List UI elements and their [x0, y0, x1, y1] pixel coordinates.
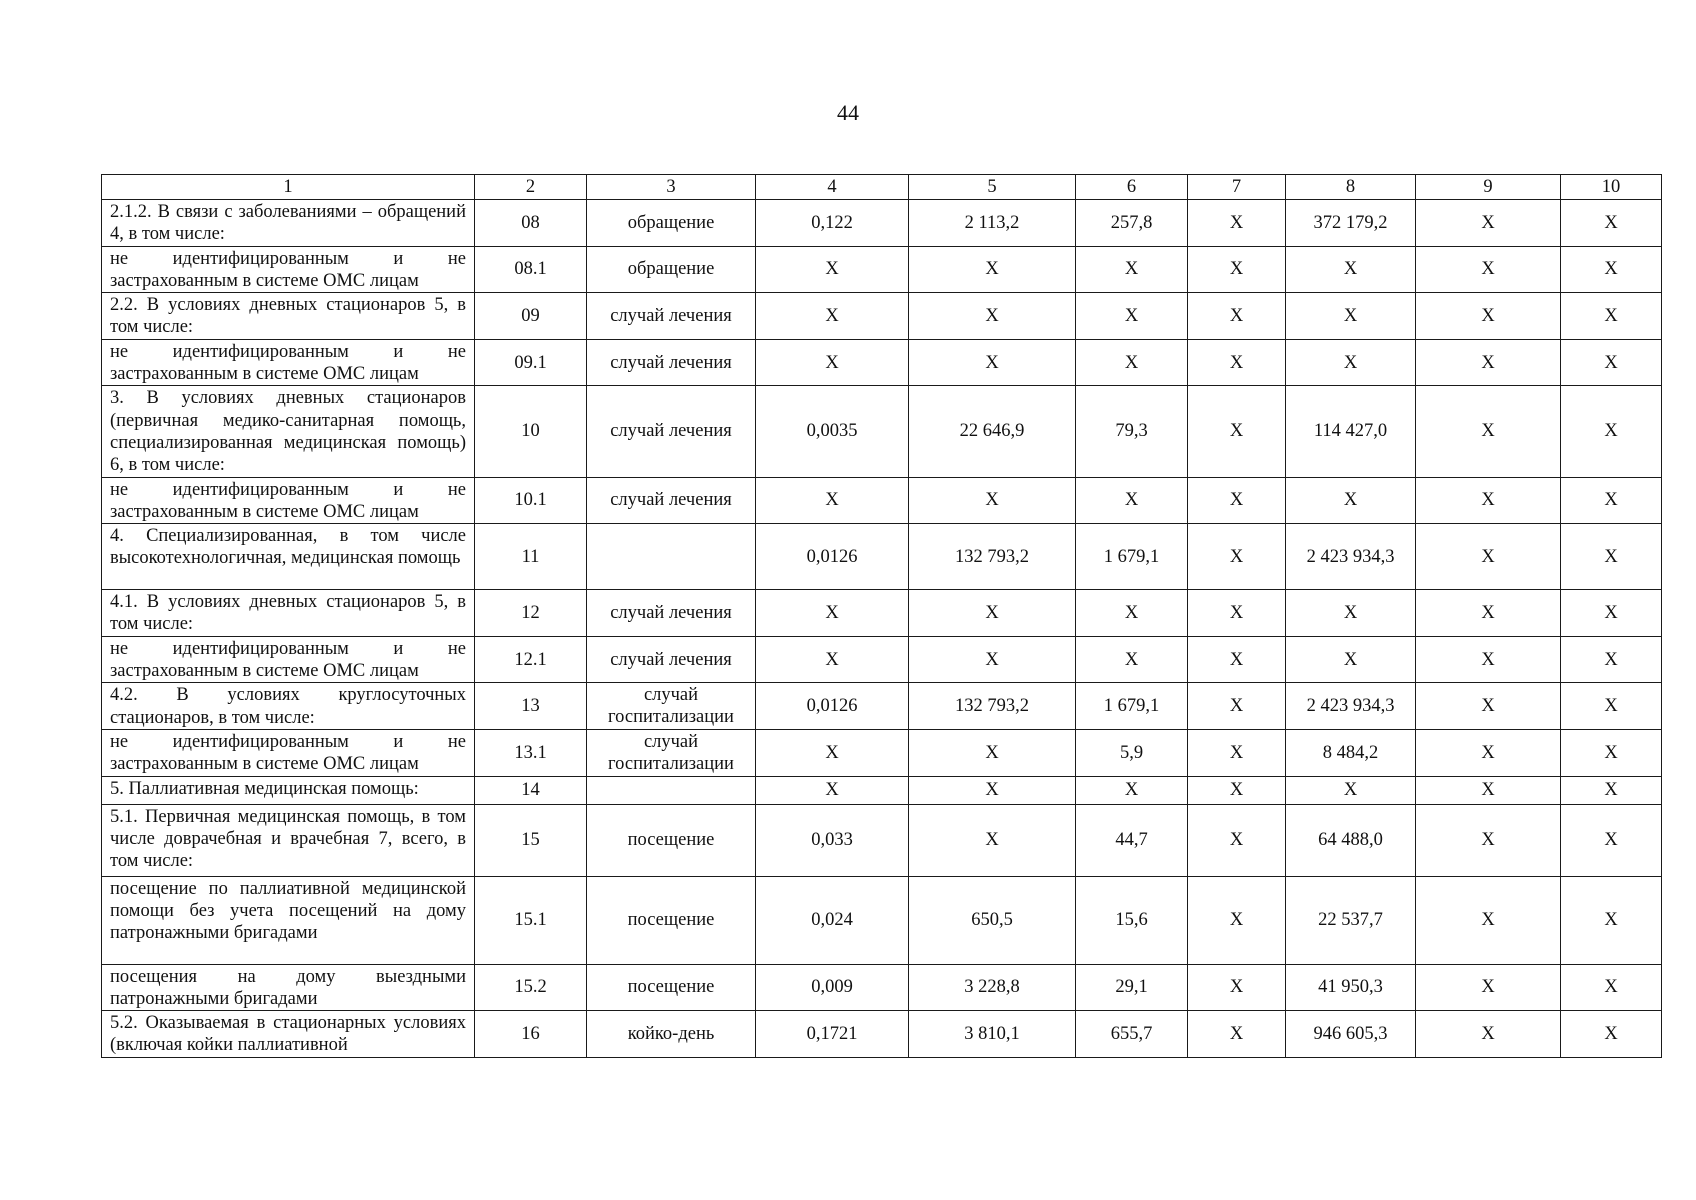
row-description: посещение по паллиативной медицинской помощи без учета посещений на дому патронажными бригадами [102, 876, 475, 964]
row-code: 15.2 [475, 964, 587, 1011]
row-description: посещения на дому выездными патронажными бригадами [102, 964, 475, 1011]
row-code: 08.1 [475, 246, 587, 293]
header-cell: 1 [102, 175, 475, 200]
cell-col10: X [1561, 246, 1662, 293]
cell-col5: X [909, 246, 1076, 293]
cell-col5: X [909, 339, 1076, 386]
row-code: 11 [475, 524, 587, 590]
cell-col10: X [1561, 590, 1662, 637]
cell-col9: X [1416, 590, 1561, 637]
table-body [102, 175, 1662, 1058]
cell-col5: X [909, 729, 1076, 776]
cell-col6: 29,1 [1076, 964, 1188, 1011]
cell-col7: X [1188, 477, 1286, 524]
cell-col9: X [1416, 339, 1561, 386]
cell-col7: X [1188, 776, 1286, 804]
row-code: 16 [475, 1011, 587, 1058]
header-cell: 4 [756, 175, 909, 200]
row-description: не идентифицированным и не застрахованным в системе ОМС лицам [102, 477, 475, 524]
row-code: 12.1 [475, 636, 587, 683]
cell-col8: 8 484,2 [1286, 729, 1416, 776]
cell-col6: X [1076, 246, 1188, 293]
cell-col10: X [1561, 804, 1662, 876]
cell-col9: X [1416, 386, 1561, 477]
cell-col6: 79,3 [1076, 386, 1188, 477]
row-unit: случай лечения [587, 293, 756, 340]
row-unit: посещение [587, 804, 756, 876]
row-description: 2.2. В условиях дневных стационаров 5, в том числе: [102, 293, 475, 340]
cell-col4: 0,024 [756, 876, 909, 964]
table-row [102, 246, 1662, 293]
cell-col8: X [1286, 246, 1416, 293]
cell-col6: 655,7 [1076, 1011, 1188, 1058]
row-description: не идентифицированным и не застрахованным в системе ОМС лицам [102, 246, 475, 293]
page-number: 44 [837, 100, 859, 125]
cell-col4: 0,0126 [756, 524, 909, 590]
cell-col10: X [1561, 636, 1662, 683]
header-cell: 9 [1416, 175, 1561, 200]
cell-col4: 0,009 [756, 964, 909, 1011]
row-code: 09 [475, 293, 587, 340]
cell-col6: 5,9 [1076, 729, 1188, 776]
cell-col8: 946 605,3 [1286, 1011, 1416, 1058]
cell-col8: X [1286, 590, 1416, 637]
row-code: 08 [475, 200, 587, 247]
cell-col4: 0,0035 [756, 386, 909, 477]
row-unit: случай лечения [587, 386, 756, 477]
cell-col4: X [756, 339, 909, 386]
cell-col9: X [1416, 683, 1561, 730]
cell-col10: X [1561, 200, 1662, 247]
cell-col10: X [1561, 776, 1662, 804]
cell-col8: 22 537,7 [1286, 876, 1416, 964]
cell-col5: X [909, 776, 1076, 804]
cell-col10: X [1561, 683, 1662, 730]
cell-col4: X [756, 590, 909, 637]
header-cell: 6 [1076, 175, 1188, 200]
cell-col6: X [1076, 636, 1188, 683]
cell-col5: 22 646,9 [909, 386, 1076, 477]
cell-col7: X [1188, 524, 1286, 590]
cell-col5: 132 793,2 [909, 524, 1076, 590]
row-code: 14 [475, 776, 587, 804]
cell-col10: X [1561, 293, 1662, 340]
cell-col7: X [1188, 339, 1286, 386]
cell-col5: 650,5 [909, 876, 1076, 964]
table-row [102, 964, 1662, 1011]
cell-col6: 257,8 [1076, 200, 1188, 247]
row-description: 5.1. Первичная медицинская помощь, в том числе доврачебная и врачебная 7, всего, в том числе: [102, 804, 475, 876]
header-cell: 7 [1188, 175, 1286, 200]
cell-col10: X [1561, 477, 1662, 524]
cell-col8: X [1286, 477, 1416, 524]
cell-col7: X [1188, 590, 1286, 637]
row-description: 3. В условиях дневных стационаров (первичная медико-санитарная помощь, специализированная медицинская помощь) 6, в том числе: [102, 386, 475, 477]
cell-col8: X [1286, 776, 1416, 804]
cell-col10: X [1561, 876, 1662, 964]
cell-col5: X [909, 804, 1076, 876]
table-row [102, 776, 1662, 804]
cell-col7: X [1188, 729, 1286, 776]
cell-col6: X [1076, 477, 1188, 524]
cell-col4: 0,122 [756, 200, 909, 247]
cell-col5: X [909, 293, 1076, 340]
cell-col6: 15,6 [1076, 876, 1188, 964]
cell-col6: X [1076, 776, 1188, 804]
cell-col9: X [1416, 293, 1561, 340]
cell-col4: 0,1721 [756, 1011, 909, 1058]
cell-col10: X [1561, 964, 1662, 1011]
header-cell: 5 [909, 175, 1076, 200]
cell-col9: X [1416, 636, 1561, 683]
row-description: 4.2. В условиях круглосуточных стационаров, в том числе: [102, 683, 475, 730]
row-code: 13.1 [475, 729, 587, 776]
row-code: 15 [475, 804, 587, 876]
cell-col10: X [1561, 339, 1662, 386]
row-code: 10 [475, 386, 587, 477]
row-unit: посещение [587, 876, 756, 964]
row-description: не идентифицированным и не застрахованным в системе ОМС лицам [102, 339, 475, 386]
header-cell: 3 [587, 175, 756, 200]
cell-col4: X [756, 477, 909, 524]
cell-col8: 372 179,2 [1286, 200, 1416, 247]
table-row [102, 804, 1662, 876]
row-unit: случай лечения [587, 636, 756, 683]
table-row [102, 636, 1662, 683]
cell-col6: X [1076, 339, 1188, 386]
row-unit: случай госпитализации [587, 683, 756, 730]
cell-col8: 2 423 934,3 [1286, 683, 1416, 730]
cell-col9: X [1416, 1011, 1561, 1058]
cell-col5: 2 113,2 [909, 200, 1076, 247]
table-header-row [102, 175, 1662, 200]
row-unit: случай лечения [587, 590, 756, 637]
cell-col8: 2 423 934,3 [1286, 524, 1416, 590]
table-row [102, 729, 1662, 776]
cell-col7: X [1188, 1011, 1286, 1058]
cell-col5: 3 810,1 [909, 1011, 1076, 1058]
cell-col7: X [1188, 200, 1286, 247]
table-row [102, 200, 1662, 247]
cell-col4: X [756, 293, 909, 340]
cell-col4: X [756, 729, 909, 776]
cell-col9: X [1416, 246, 1561, 293]
row-description: 4. Специализированная, в том числе высокотехнологичная, медицинская помощь [102, 524, 475, 590]
cell-col9: X [1416, 729, 1561, 776]
table-row [102, 683, 1662, 730]
row-description: 4.1. В условиях дневных стационаров 5, в том числе: [102, 590, 475, 637]
cell-col7: X [1188, 876, 1286, 964]
cell-col8: X [1286, 339, 1416, 386]
row-code: 12 [475, 590, 587, 637]
table-row [102, 876, 1662, 964]
row-description: не идентифицированным и не застрахованным в системе ОМС лицам [102, 729, 475, 776]
cell-col7: X [1188, 964, 1286, 1011]
cell-col10: X [1561, 729, 1662, 776]
row-unit [587, 776, 756, 804]
table-row [102, 293, 1662, 340]
cell-col4: X [756, 246, 909, 293]
row-code: 13 [475, 683, 587, 730]
cell-col4: X [756, 776, 909, 804]
cell-col7: X [1188, 683, 1286, 730]
header-cell: 2 [475, 175, 587, 200]
cell-col8: 41 950,3 [1286, 964, 1416, 1011]
table-row [102, 590, 1662, 637]
cell-col5: 132 793,2 [909, 683, 1076, 730]
cell-col8: 64 488,0 [1286, 804, 1416, 876]
cell-col9: X [1416, 964, 1561, 1011]
row-unit: обращение [587, 200, 756, 247]
cell-col7: X [1188, 636, 1286, 683]
cell-col9: X [1416, 524, 1561, 590]
row-code: 15.1 [475, 876, 587, 964]
cell-col9: X [1416, 776, 1561, 804]
row-code: 10.1 [475, 477, 587, 524]
cell-col4: 0,0126 [756, 683, 909, 730]
row-unit: посещение [587, 964, 756, 1011]
header-cell: 10 [1561, 175, 1662, 200]
table-row [102, 1011, 1662, 1058]
row-description: 5.2. Оказываемая в стационарных условиях (включая койки паллиативной [102, 1011, 475, 1058]
row-description: не идентифицированным и не застрахованным в системе ОМС лицам [102, 636, 475, 683]
cell-col10: X [1561, 386, 1662, 477]
cell-col7: X [1188, 804, 1286, 876]
cell-col5: X [909, 636, 1076, 683]
table-row [102, 339, 1662, 386]
cell-col9: X [1416, 200, 1561, 247]
cell-col5: X [909, 477, 1076, 524]
row-unit [587, 524, 756, 590]
row-description: 5. Паллиативная медицинская помощь: [102, 776, 475, 804]
cell-col8: 114 427,0 [1286, 386, 1416, 477]
cell-col9: X [1416, 477, 1561, 524]
row-unit: обращение [587, 246, 756, 293]
row-unit: случай лечения [587, 477, 756, 524]
cell-col7: X [1188, 246, 1286, 293]
row-code: 09.1 [475, 339, 587, 386]
cell-col9: X [1416, 804, 1561, 876]
cell-col6: 1 679,1 [1076, 524, 1188, 590]
cell-col4: X [756, 636, 909, 683]
cell-col6: X [1076, 293, 1188, 340]
cell-col8: X [1286, 293, 1416, 340]
row-description: 2.1.2. В связи с заболеваниями – обращений 4, в том числе: [102, 200, 475, 247]
cell-col9: X [1416, 876, 1561, 964]
cell-col7: X [1188, 386, 1286, 477]
data-table [101, 174, 1662, 1058]
header-cell: 8 [1286, 175, 1416, 200]
cell-col6: 1 679,1 [1076, 683, 1188, 730]
cell-col4: 0,033 [756, 804, 909, 876]
row-unit: койко-день [587, 1011, 756, 1058]
row-unit: случай госпитализации [587, 729, 756, 776]
table-row [102, 477, 1662, 524]
table-row [102, 524, 1662, 590]
cell-col6: 44,7 [1076, 804, 1188, 876]
cell-col5: X [909, 590, 1076, 637]
cell-col7: X [1188, 293, 1286, 340]
cell-col8: X [1286, 636, 1416, 683]
row-unit: случай лечения [587, 339, 756, 386]
cell-col10: X [1561, 1011, 1662, 1058]
table-row [102, 386, 1662, 477]
cell-col5: 3 228,8 [909, 964, 1076, 1011]
cell-col6: X [1076, 590, 1188, 637]
cell-col10: X [1561, 524, 1662, 590]
